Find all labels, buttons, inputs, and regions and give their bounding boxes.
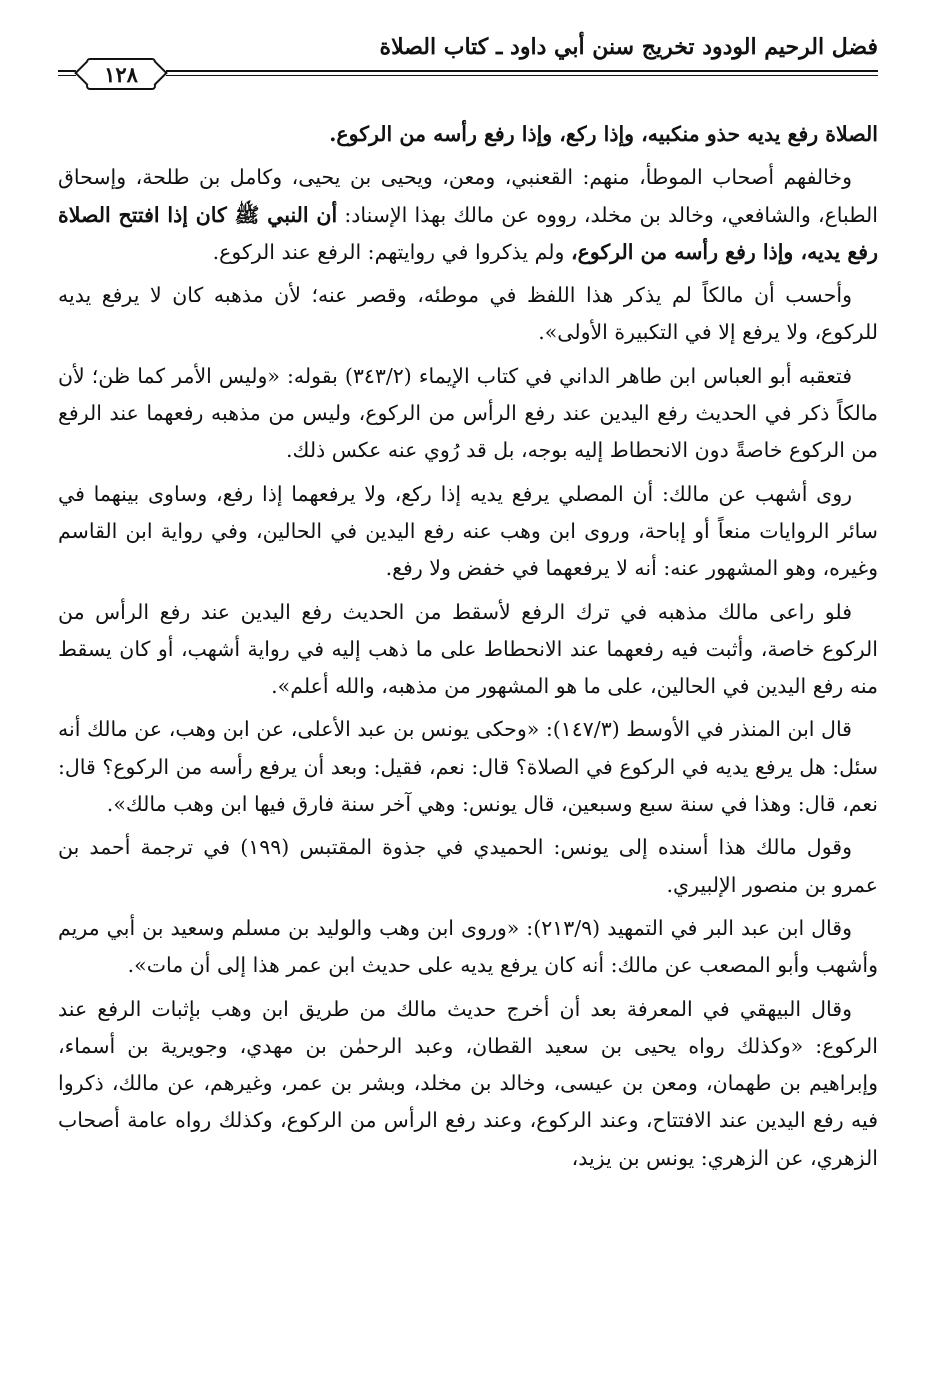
body-text	[58, 116, 878, 1183]
paragraph	[58, 711, 878, 823]
page-number-frame	[76, 58, 166, 90]
paragraph	[58, 159, 878, 271]
paragraph	[58, 277, 878, 352]
paragraph	[58, 358, 878, 470]
text-segment: وقال البيهقي في المعرفة بعد أن أخرج حديث مالك من طريق ابن وهب بإثبات الرفع عند الركوع: «وكذلك رواه يحيى بن سعيد القطان، وعبد الرحمٰن بن مهدي، وجويرية بن أسماء، وإبراهيم بن طهمان، ومعن بن عيسى، وخالد بن مخلد، وبشر بن عمر، وغيرهم، عن مالك، ذكروا فيه رفع اليدين عند الافتتاح، وعند الركوع، وعند رفع الرأس من الركوع، وكذلك رواه عامة أصحاب الزهري، عن الزهري: يونس بن يزيد،	[58, 996, 878, 1170]
text-segment: فتعقبه أبو العباس ابن طاهر الداني في كتاب الإيماء (٣٤٣/٢) بقوله: «وليس الأمر كما ظن؛ لأن مالكاً ذكر في الحديث رفع اليدين عند رفع الرأس من الركوع، وليس من مذهبه رفعهما عند الرفع من الركوع خاصةً دون الانحطاط إليه بوجه، بل قد رُوي عنه عكس ذلك.	[58, 363, 878, 463]
bold-text-segment: أن النبي ﷺ كان إذا افتتح الصلاة رفع يديه، وإذا رفع رأسه من الركوع،	[58, 202, 878, 264]
page-header	[58, 20, 878, 102]
book-page	[58, 20, 878, 1380]
header-rule	[58, 70, 878, 72]
paragraph	[58, 829, 878, 904]
text-segment: قال ابن المنذر في الأوسط (١٤٧/٣): «وحكى يونس بن عبد الأعلى، عن ابن وهب، عن مالك أنه سئل: هل يرفع يديه في الركوع في الصلاة؟ قال: نعم، فقيل: وبعد أن يرفع رأسه من الركوع؟ قال: نعم، قال: وهذا في سنة سبع وسبعين، قال يونس: وهي آخر سنة فارق فيها ابن وهب مالك».	[58, 717, 878, 817]
text-segment: وخالفهم أصحاب الموطأ، منهم: القعنبي، ومعن، ويحيى بن يحيى، وكامل بن طلحة، وإسحاق الطباع، والشافعي، وخالد بن مخلد، رووه عن مالك بهذا الإسناد:	[58, 165, 879, 227]
text-segment: روى أشهب عن مالك: أن المصلي يرفع يديه إذا ركع، ولا يرفعهما إذا رفع، وساوى بينهما في سائر الروايات منعاً أو إباحة، وروى ابن وهب عنه رفع اليدين في الحالين، وفي رواية ابن القاسم وغيره، وهو المشهور عنه: أنه لا يرفعهما في خفض ولا رفع.	[58, 481, 878, 581]
paragraph	[58, 910, 878, 985]
paragraph	[58, 476, 878, 588]
text-segment: فلو راعى مالك مذهبه في ترك الرفع لأسقط من الحديث رفع اليدين عند رفع الرأس من الركوع خاصة، وأثبت فيه رفعهما عند الانحطاط على ما ذهب إليه في رواية أشهب، أو كان يسقط منه رفع اليدين في الحالين، على ما هو المشهور من مذهبه، والله أعلم».	[58, 599, 878, 699]
text-segment: وأحسب أن مالكاً لم يذكر هذا اللفظ في موطئه، وقصر عنه؛ لأن مذهبه كان لا يرفع يديه للركوع، ولا يرفع إلا في التكبيرة الأولى».	[58, 283, 878, 345]
paragraph	[58, 116, 878, 153]
text-segment: وقال ابن عبد البر في التمهيد (٢١٣/٩): «وروى ابن وهب والوليد بن مسلم وسعيد بن أبي مريم وأشهب وأبو المصعب عن مالك: أنه كان يرفع يديه على حديث ابن عمر هذا إلى أن مات».	[58, 915, 878, 978]
header-rule-thin	[58, 75, 878, 76]
paragraph	[58, 991, 878, 1177]
text-segment: ولم يذكروا في روايتهم: الرفع عند الركوع.	[212, 239, 571, 264]
paragraph	[58, 594, 878, 706]
running-title: فضل الرحيم الودود تخريج سنن أبي داود ـ كتاب الصلاة	[379, 34, 878, 60]
page-number: ١٢٨	[86, 58, 156, 90]
text-segment: وقول مالك هذا أسنده إلى يونس: الحميدي في جذوة المقتبس (١٩٩) في ترجمة أحمد بن عمرو بن منصور الإلبيري.	[58, 835, 878, 897]
bold-text-segment: الصلاة رفع يديه حذو منكبيه، وإذا ركع، وإذا رفع رأسه من الركوع.	[329, 122, 878, 146]
